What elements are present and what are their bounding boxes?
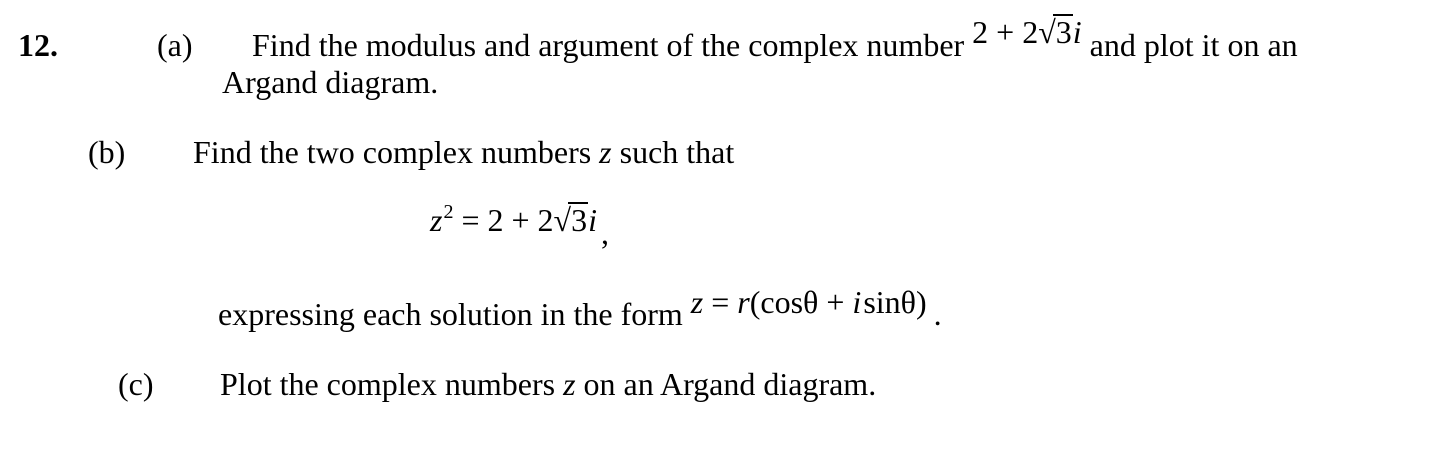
radicand: 3 — [568, 202, 588, 236]
imaginary-unit: i — [852, 284, 862, 320]
part-a-line1 — [252, 14, 1298, 64]
part-b-text-before-z: Find the two complex numbers — [193, 134, 592, 170]
part-a-text-after-math: and plot it on an — [1089, 27, 1298, 63]
form-coefficient-r: r — [737, 284, 750, 320]
part-b-closing — [218, 284, 942, 333]
variable-z: z — [599, 134, 612, 170]
part-c-label: (c) — [118, 366, 154, 402]
equation-exponent: 2 — [443, 201, 454, 223]
part-b-label: (b) — [88, 134, 126, 170]
closing-period: . — [933, 296, 942, 332]
cos-term: (cosθ — [749, 284, 819, 320]
trailing-comma: , — [601, 215, 609, 251]
math-prefix: 2 + 2 — [972, 14, 1039, 50]
plus-sign: + — [826, 284, 845, 320]
equals-sign: = — [711, 284, 730, 320]
imaginary-unit: i — [588, 202, 597, 238]
equals-sign: = — [461, 202, 480, 238]
variable-z: z — [563, 366, 576, 402]
imaginary-unit: i — [1072, 14, 1082, 50]
part-c-line — [220, 365, 876, 403]
part-a-text-before-math: Find the modulus and argument of the complex number — [252, 27, 965, 63]
radicand: 3 — [1053, 14, 1073, 48]
sin-term: sinθ) — [863, 284, 927, 320]
part-c-text-after-z: on an Argand diagram. — [583, 366, 877, 402]
inline-math-polar-form — [691, 283, 927, 321]
question-number: 12. — [18, 27, 58, 63]
part-a-label: (a) — [157, 27, 193, 63]
radical-sign: √ — [1038, 14, 1056, 50]
equation-z-squared — [430, 201, 609, 251]
radical-sign: √ — [553, 202, 572, 238]
part-c-text-before-z: Plot the complex numbers — [220, 366, 556, 402]
equation-rhs-prefix: 2 + 2 — [487, 202, 554, 238]
part-b-text-after-z: such that — [619, 134, 735, 170]
part-a-line2: Argand diagram. — [222, 64, 439, 100]
part-b-intro — [193, 133, 734, 171]
equation-lhs: z — [430, 202, 443, 238]
part-b-closing-text: expressing each solution in the form — [218, 296, 683, 332]
form-lhs-z: z — [690, 284, 704, 320]
inline-math-2-plus-2-root3-i — [972, 13, 1082, 51]
